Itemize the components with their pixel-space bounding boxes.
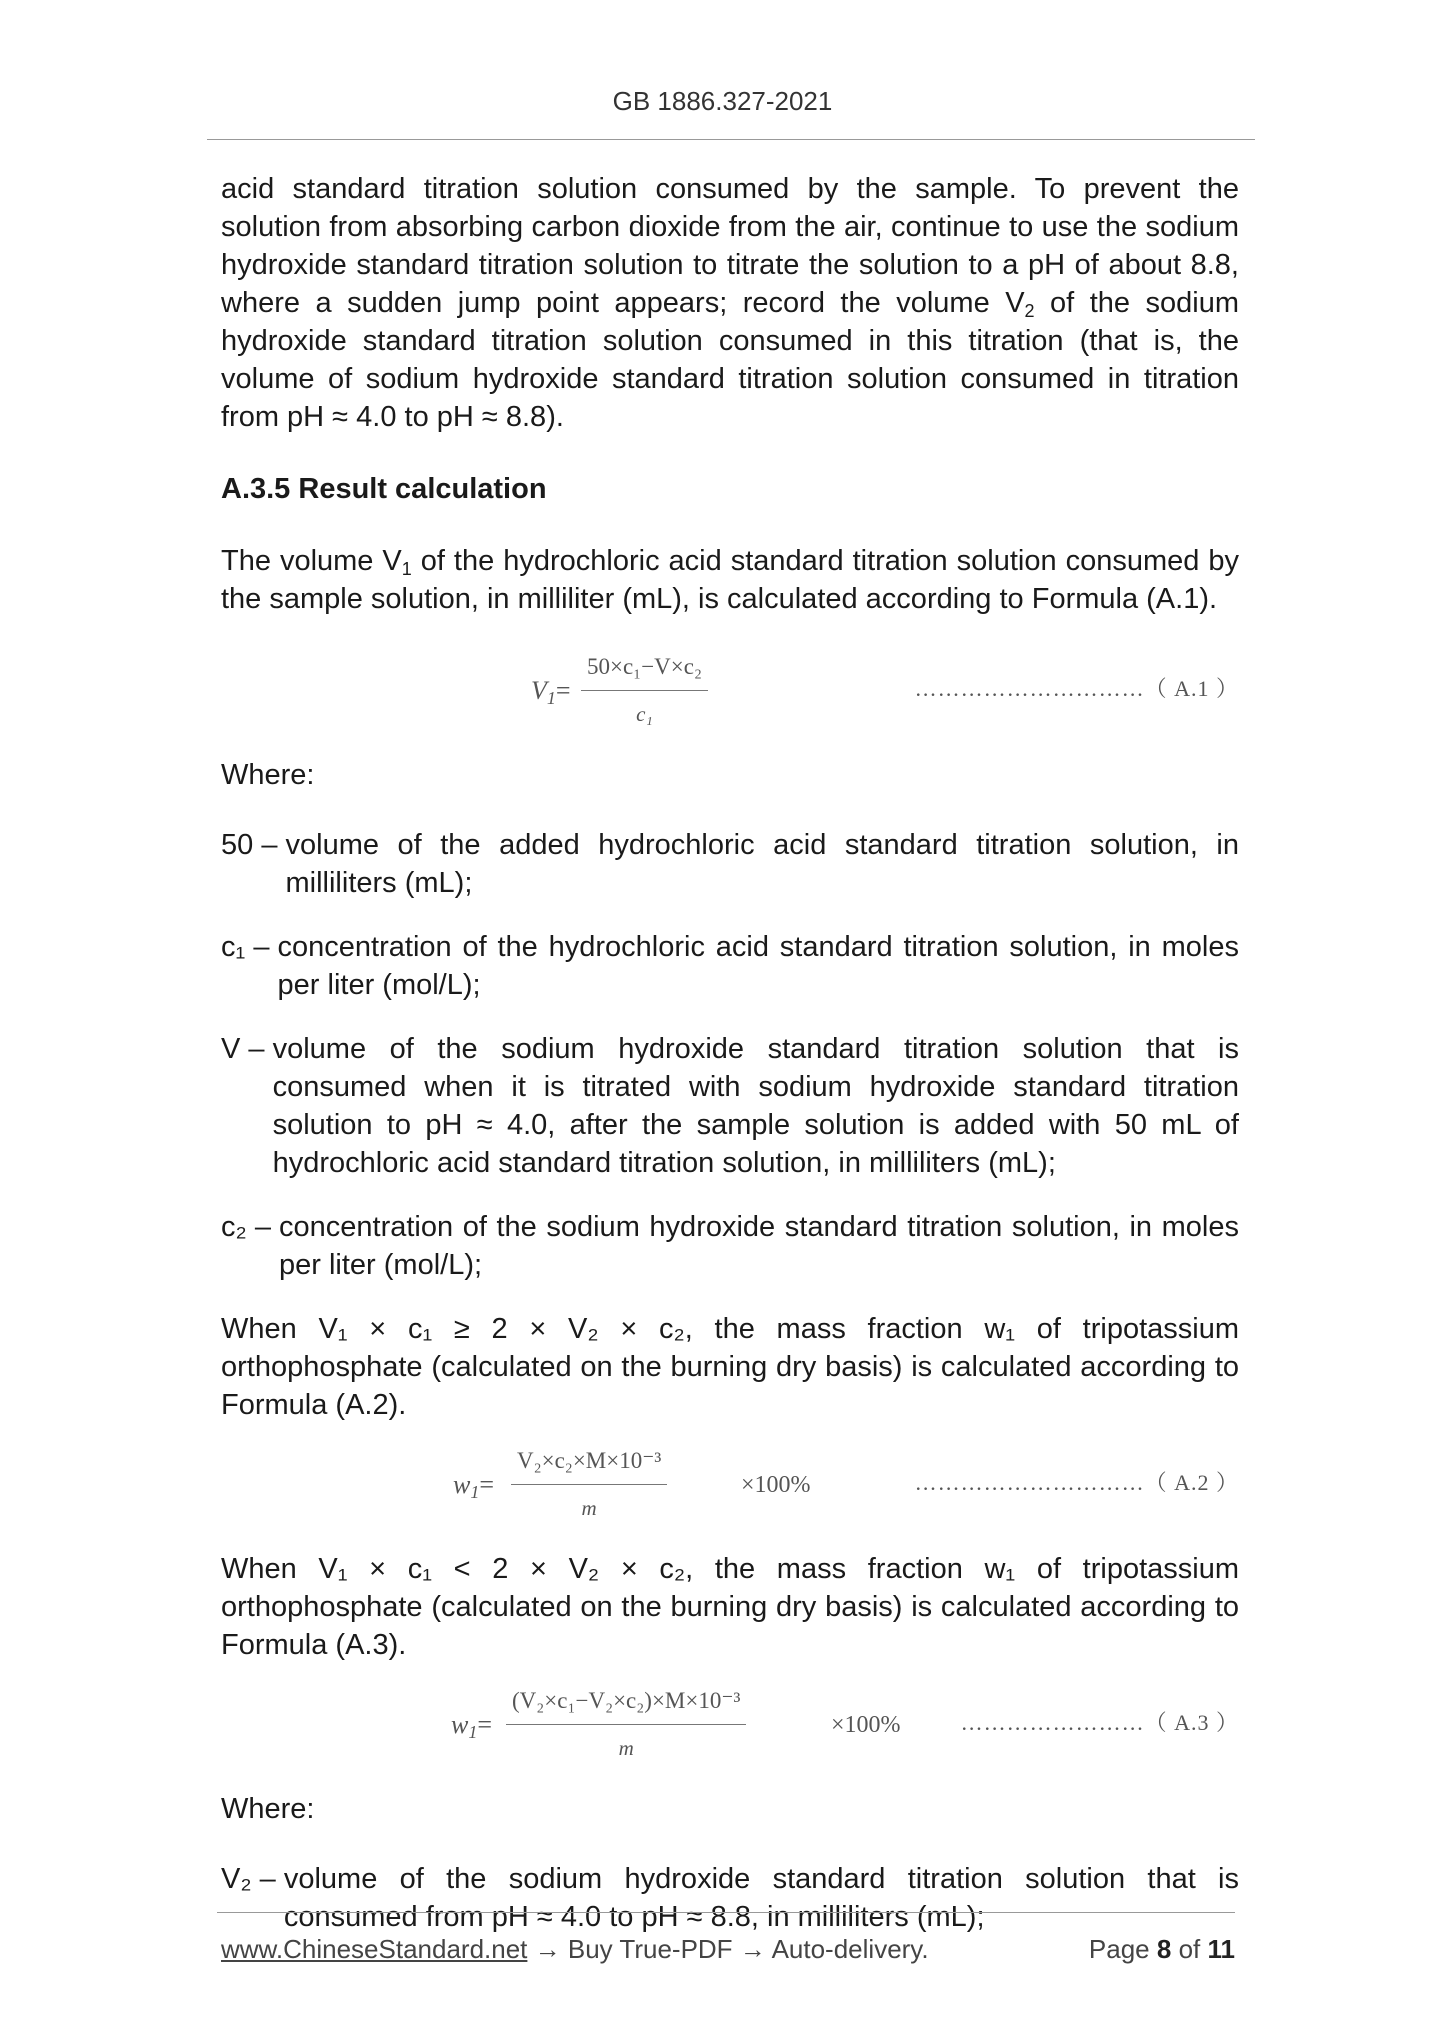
intro-symbol-sub: 2 xyxy=(1024,301,1035,321)
a3-paragraph: When V₁ × c₁ < 2 × V₂ × c₂, the mass fraction w₁ of tripotassium orthophosphate (calculated on the burning dry basis) is calculated according to Formula (A.3). xyxy=(221,1553,1239,1661)
definition-text: volume of the sodium hydroxide standard titration solution that is consumed from pH ≈ 4.0 to pH ≈ 8.8, in milliliters (mL); xyxy=(283,1863,1239,1933)
definition-symbol: V₂ – xyxy=(221,1863,284,1895)
formula-a3-lhs xyxy=(451,1706,492,1744)
a2-paragraph: When V₁ × c₁ ≥ 2 × V₂ × c₂, the mass fraction w₁ of tripotassium orthophosphate (calculated on the burning dry basis) is calculated according to Formula (A.2). xyxy=(221,1313,1239,1421)
site-link[interactable]: www.ChineseStandard.net xyxy=(221,1934,528,1964)
definition-text: volume of the added hydrochloric acid standard titration solution, in milliliters (mL); xyxy=(285,829,1239,899)
definition-c1 xyxy=(221,928,1239,1004)
formula-a2-lhs xyxy=(453,1466,494,1504)
page-footer xyxy=(221,1934,1235,1965)
definition-v xyxy=(221,1030,1239,1182)
formula-a3-equals: = xyxy=(477,1710,493,1739)
page-total: 11 xyxy=(1207,1934,1235,1964)
formula-a2-tail: ×100% xyxy=(741,1472,811,1498)
formula-a1 xyxy=(221,648,1239,728)
formula-a2-denominator: m xyxy=(581,1496,597,1520)
page-number: 8 xyxy=(1156,1934,1172,1964)
formula-a3-ref: ……………………（ A.3 ） xyxy=(960,1710,1239,1735)
definition-symbol: c₂ – xyxy=(221,1211,279,1243)
formula-a3-numerator: (V₂×c₁−V₂×c₂)×M×10⁻³ xyxy=(506,1682,746,1725)
formula-a2-numerator: V₂×c₂×M×10⁻³ xyxy=(511,1442,667,1485)
intro-symbol: V xyxy=(1005,287,1025,319)
definition-c2 xyxy=(221,1208,1239,1284)
header-divider xyxy=(207,139,1255,140)
intro-text: acid standard titration solution consumed by the sample. To prevent the solution from absorbing carbon dioxide from the air, continue to use the sodium hydroxide standard titration solution to titrate the solution to a pH of about 8.8, where a sudden jump point appears; record the volume xyxy=(221,173,1239,319)
formula-a1-equals: = xyxy=(555,676,571,705)
footer-promo xyxy=(221,1934,929,1965)
formula-a2-ref: …………………………（ A.2 ） xyxy=(914,1470,1239,1495)
formula-a2 xyxy=(221,1442,1239,1522)
formula-a2-fraction xyxy=(511,1442,667,1527)
formula-a1-fraction xyxy=(581,648,708,733)
definition-text: concentration of the sodium hydroxide standard titration solution, in moles per liter (mol/L); xyxy=(279,1211,1239,1281)
intro-text-end: of the sodium hydroxide standard titration solution consumed in this titration (that is, the volume of sodium hydroxide standard titration solution consumed in titration from pH ≈ 4.0 to pH ≈ 8.8). xyxy=(221,287,1239,433)
of-label: of xyxy=(1178,1934,1201,1964)
definition-text: volume of the sodium hydroxide standard titration solution that is consumed when it is titrated with sodium hydroxide standard titration solution to pH ≈ 4.0, after the sample solution is added with 50 mL of hydrochloric acid standard titration solution, in milliliters (mL); xyxy=(272,1033,1239,1179)
section-heading: A.3.5 Result calculation xyxy=(221,473,547,505)
formula-a1-numerator: 50×c₁−V×c₂ xyxy=(581,648,708,691)
definition-symbol: c₁ – xyxy=(221,931,278,963)
page-body xyxy=(221,170,1239,1962)
v1-paragraph xyxy=(221,542,1239,618)
formula-a1-lhs xyxy=(531,672,571,710)
document-id-header: GB 1886.327-2021 xyxy=(612,86,833,116)
formula-a2-lhs-var: w xyxy=(453,1470,471,1499)
intro-paragraph xyxy=(221,170,1239,436)
definition-50 xyxy=(221,826,1239,902)
where-label-2: Where: xyxy=(221,1793,315,1825)
formula-a1-ref: …………………………（ A.1 ） xyxy=(914,676,1239,701)
where-label-1: Where: xyxy=(221,759,315,791)
v1-sub: 1 xyxy=(401,559,412,579)
definition-symbol: 50 – xyxy=(221,829,286,861)
formula-a3-lhs-var: w xyxy=(451,1710,469,1739)
page-counter xyxy=(1089,1934,1235,1965)
definition-symbol: V – xyxy=(221,1033,273,1065)
definition-v2 xyxy=(221,1860,1239,1936)
v1-text-b: of the hydrochloric acid standard titration solution consumed by the sample solution, in milliliter (mL), is calculated according to Formula (A.1). xyxy=(221,545,1239,615)
formula-a3-lhs-sub: 1 xyxy=(468,1722,478,1742)
formula-a1-lhs-sub: 1 xyxy=(546,688,556,708)
formula-a2-lhs-sub: 1 xyxy=(470,1482,480,1502)
footer-divider xyxy=(217,1912,1235,1913)
formula-a1-lhs-var: V xyxy=(531,676,547,705)
formula-a2-equals: = xyxy=(479,1470,495,1499)
formula-a3 xyxy=(221,1682,1239,1762)
definition-text: concentration of the hydrochloric acid standard titration solution, in moles per liter (mol/L); xyxy=(277,931,1239,1001)
formula-a1-denominator: c₁ xyxy=(636,702,653,726)
formula-a3-denominator: m xyxy=(618,1736,634,1760)
promo-text: → Buy True-PDF → Auto-delivery. xyxy=(527,1934,929,1964)
page-label: Page xyxy=(1088,1934,1150,1964)
formula-a3-fraction xyxy=(506,1682,746,1767)
formula-a3-tail: ×100% xyxy=(831,1712,901,1738)
v1-text-a: The volume V xyxy=(221,545,402,577)
